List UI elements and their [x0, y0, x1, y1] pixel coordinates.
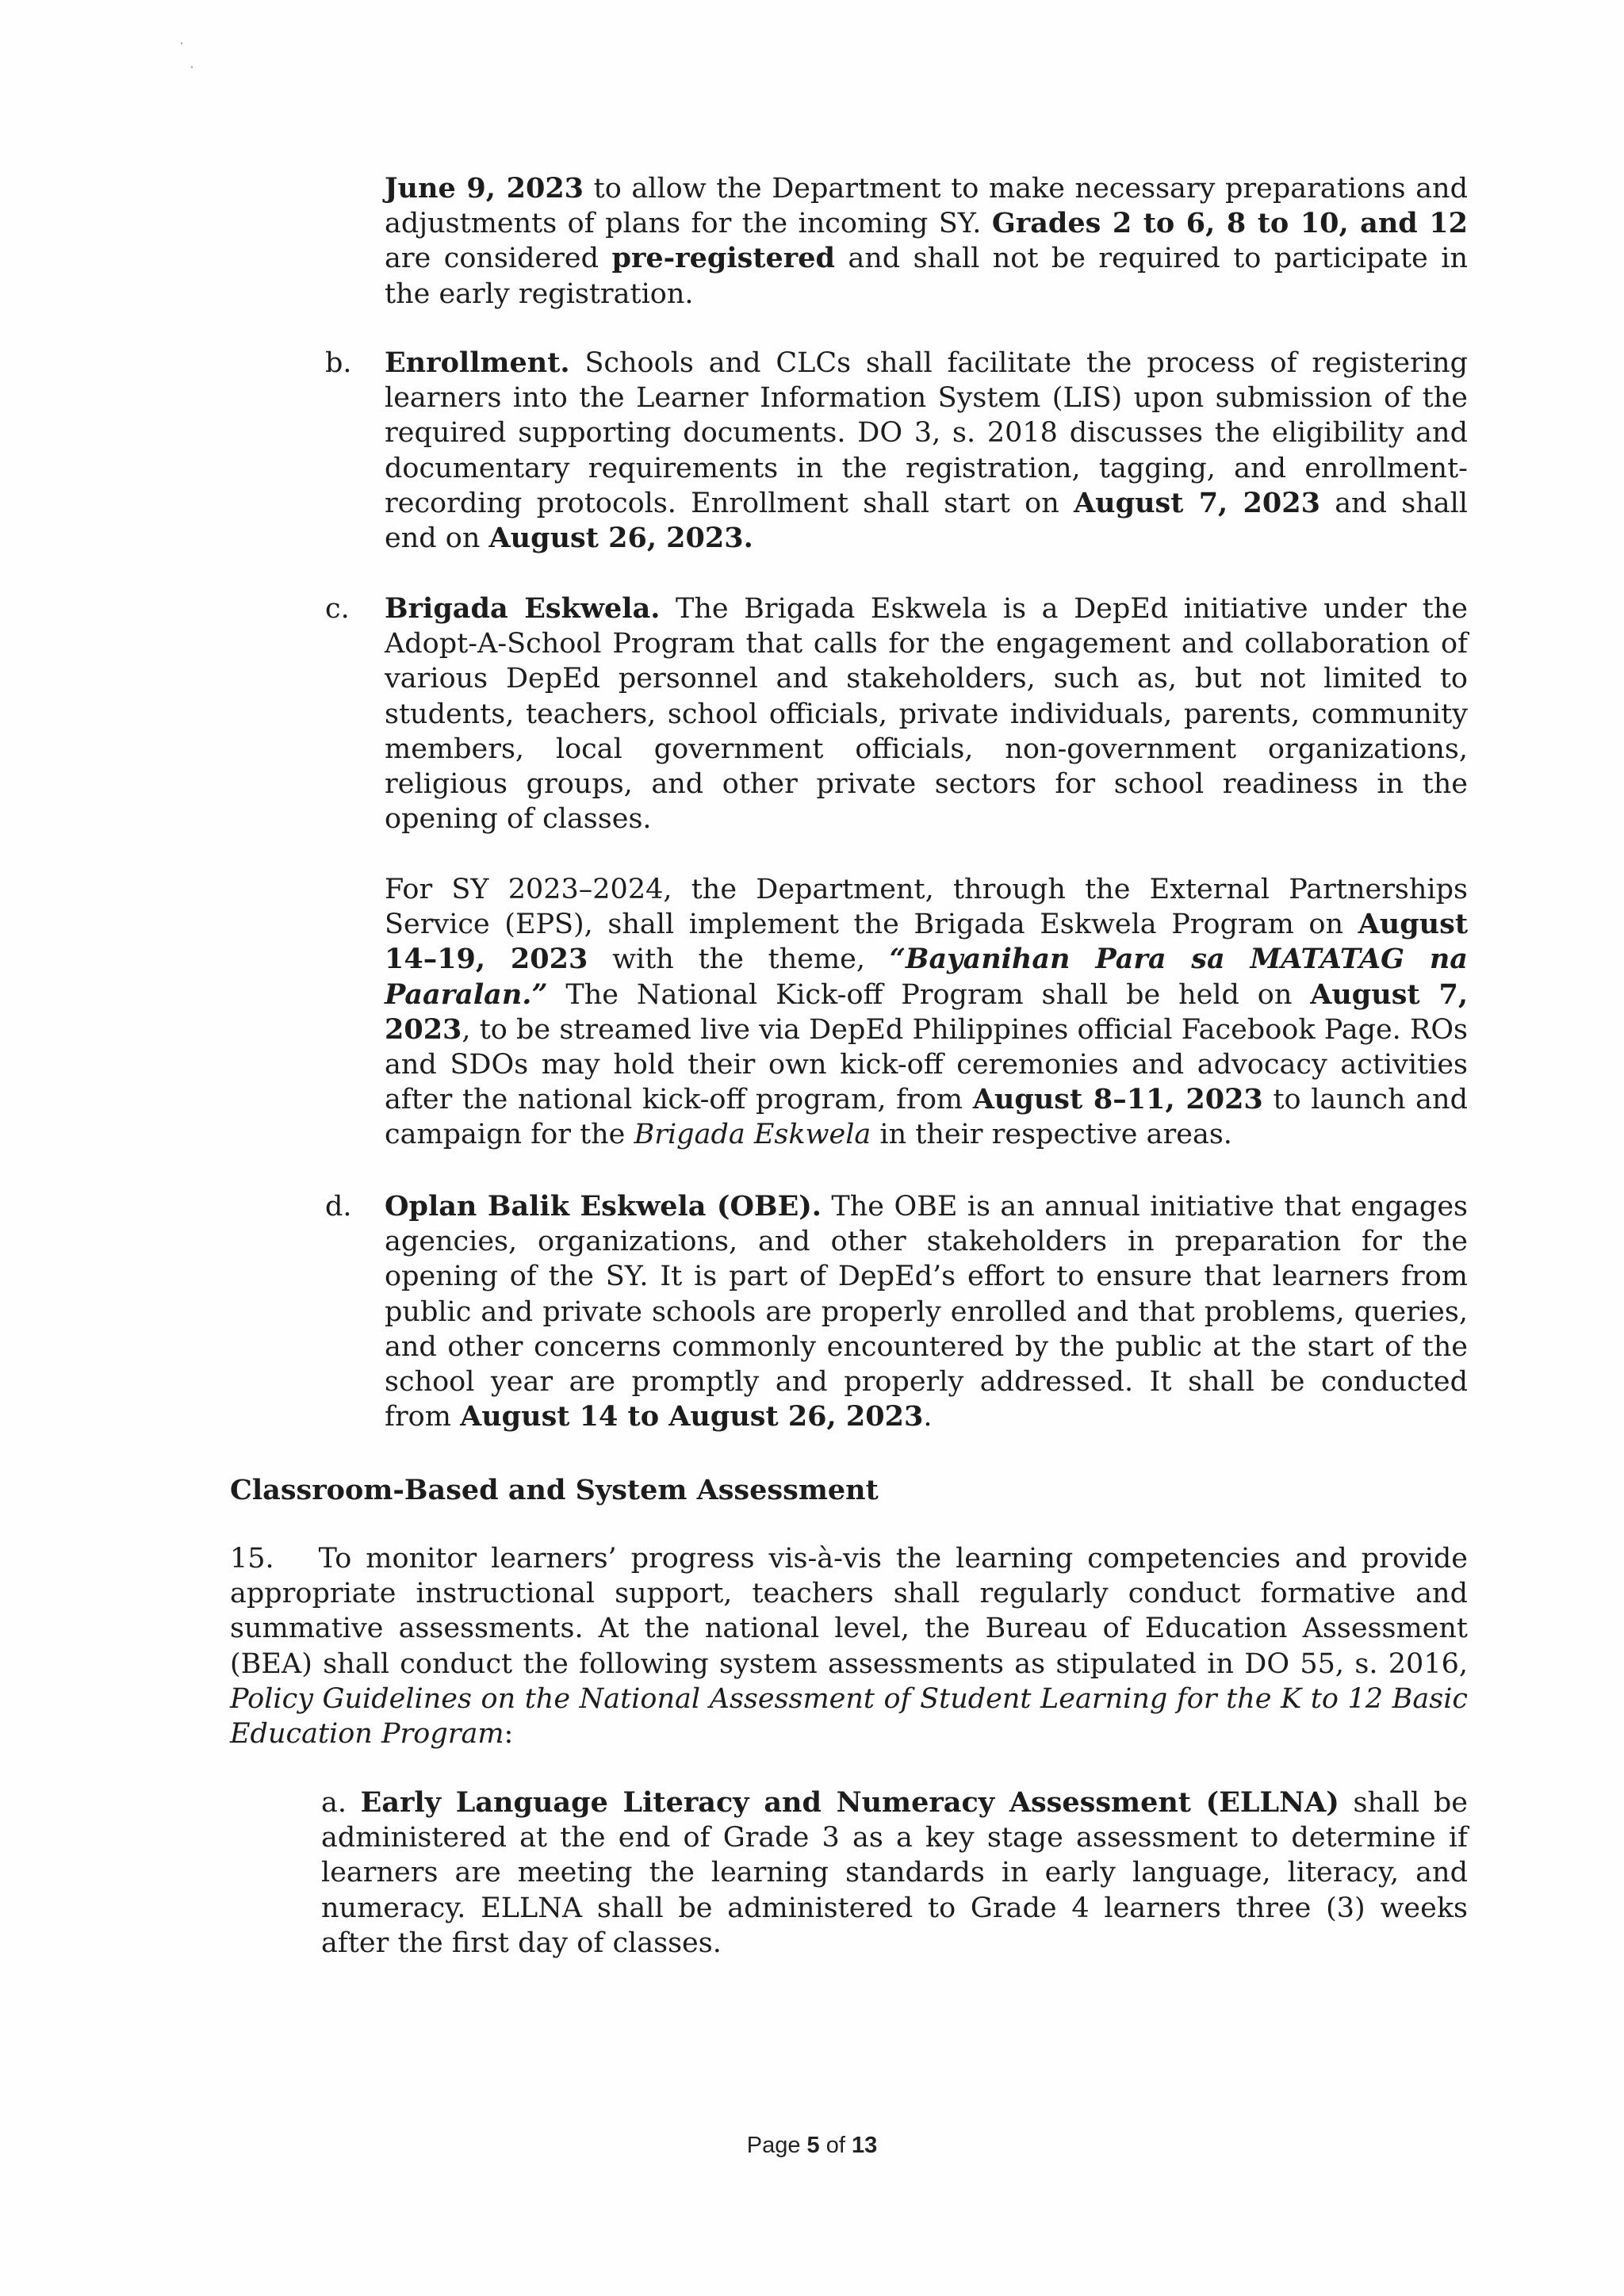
total-page-count: 13 [851, 2133, 878, 2158]
item-c-marker: c. [325, 593, 350, 625]
item-c-brigada-details: For SY 2023–2024, the Department, through the External Partnerships Service (EPS), shall implement the Brigada Eskwela Program on August 14–19, 2023 with the theme, “Bayanihan Para sa MATATAG na Paaralan.” The National Kick-off Program shall be held on August 7, 2023, to be streamed live via DepEd Philippines official Facebook Page. ROs and SDOs may hold their own kick-off ceremonies and advocacy activities after the national kick-off program, from August 8–11, 2023 to launch and campaign for the Brigada Eskwela in their respective areas. [385, 874, 1468, 1151]
paragraph-15: 15. To monitor learners’ progress vis-à-vis the learning competencies and provide appropriate instructional support, teachers shall regularly conduct formative and summative assessments. At the national level, the Bureau of Education Assessment (BEA) shall conduct the following system assessments as stipulated in DO 55, s. 2016, Policy Guidelines on the National Assessment of Student Learning for the K to 12 Basic Education Program: [230, 1543, 1468, 1751]
item-c-brigada-eskwela: Brigada Eskwela. The Brigada Eskwela is a DepEd initiative under the Adopt-A-School Program that calls for the engagement and collaboration of various DepEd personnel and stakeholders, such as, but not limited to students, teachers, school officials, private individuals, parents, community members, local government officials, non-government organizations, religious groups, and other private sectors for school readiness in the opening of classes. [385, 592, 1468, 836]
item-d-marker: d. [325, 1191, 352, 1223]
scan-artifact: · · [179, 34, 195, 77]
item-b-enrollment: Enrollment. Schools and CLCs shall facilitate the process of registering learners into the Learner Information System (LIS) upon submission of the required supporting documents. DO 3, s. 2018 discusses the eligibility and documentary requirements in the registration, tagging, and enrollment-recording protocols. Enrollment shall start on August 7, 2023 and shall end on August 26, 2023. [385, 346, 1469, 555]
page-footer: Page 5 of 13 [746, 2133, 878, 2158]
paragraph-number: 15. [230, 1543, 274, 1575]
item-d-oplan-balik-eskwela: Oplan Balik Eskwela (OBE). The OBE is an annual initiative that engages agencies, organizations, and other stakeholders in preparation for the opening of the SY. It is part of DepEd’s effort to ensure that learners from public and private schools are properly enrolled and that problems, queries, and other concerns commonly encountered by the public at the start of the school year are promptly and properly addressed. It shall be conducted from August 14 to August 26, 2023. [385, 1190, 1468, 1433]
continuation-paragraph: June 9, 2023 to allow the Department to make necessary preparations and adjustments of plans for the incoming SY. Grades 2 to 6, 8 to 10, and 12 are considered pre-registered and shall not be required to participate in the early registration. [385, 172, 1469, 310]
section-heading: Classroom-Based and System Assessment [230, 1474, 879, 1506]
item-a-ellna: a. Early Language Literacy and Numeracy Assessment (ELLNA) shall be administered at the end of Grade 3 as a key stage assessment to determine if learners are meeting the learning standards in early language, literacy, and numeracy. ELLNA shall be administered to Grade 4 learners three (3) weeks after the first day of classes. [321, 1786, 1468, 1959]
current-page-number: 5 [806, 2133, 820, 2158]
item-b-marker: b. [325, 347, 352, 379]
item-a-marker: a. [321, 1787, 347, 1819]
